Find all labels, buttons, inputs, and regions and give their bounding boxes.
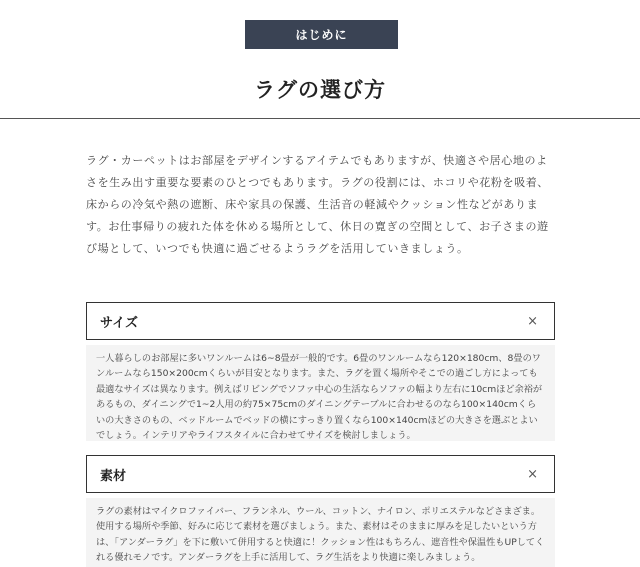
divider bbox=[0, 118, 640, 119]
accordion-label: サイズ bbox=[100, 315, 138, 331]
page-title: ラグの選び方 bbox=[254, 78, 386, 102]
close-icon[interactable]: × bbox=[527, 466, 538, 482]
accordion-header-material[interactable] bbox=[86, 455, 555, 493]
accordion-body-material: ラグの素材はマイクロファイバー、フランネル、ウール、コットン、ナイロン、ポリエステルなどさまざま。使用する場所や季節、好みに応じて素材を選びましょう。また、素材はそのままに厚みを足したいという方は、「アンダーラグ」を下に敷いて併用すると快適に！クッション性はもちろん、遮音性や保温性もUPしてくれる優れモノです。アンダーラグを上手に活用して、ラグ生活をより快適に楽しみましょう。 bbox=[86, 498, 555, 567]
accordion-body-size: 一人暮らしのお部屋に多いワンルームは6~8畳が一般的です。6畳のワンルームなら120×180cm、8畳のワンルームなら150×200cmくらいが目安となります。また、ラグを置く場所やそこでの過ごし方によっても最適なサイズは異なります。例えばリビングでソファ中心の生活ならソファの幅より左右に10cmほど余裕があるもの、ダイニングで1~2人用の約75×75cmのダイニングテーブルに合わせるのなら100×140cmくらいの大きさのもの、ベッドルームでベッドの横にすっきり置くなら100×140cmほどの大きさを選ぶとよいでしょう。インテリアやライフスタイルに合わせてサイズを検討しましょう。 bbox=[86, 345, 555, 441]
intro-paragraph: ラグ・カーペットはお部屋をデザインするアイテムでもありますが、快適さや居心地のよさを生み出す重要な要素のひとつでもあります。ラグの役割には、ホコリや花粉を吸着、床からの冷気や熱の遮断、床や家具の保護、生活音の軽減やクッション性などがあります。お仕事帰りの疲れた体を休める場所として、休日の寛ぎの空間として、お子さまの遊び場として、いつでも快適に過ごせるようラグを活用していきましょう。 bbox=[86, 154, 549, 255]
close-icon[interactable]: × bbox=[527, 313, 538, 329]
section-badge: はじめに bbox=[245, 20, 398, 49]
accordion-label: 素材 bbox=[100, 468, 127, 484]
accordion-header-size[interactable] bbox=[86, 302, 555, 340]
